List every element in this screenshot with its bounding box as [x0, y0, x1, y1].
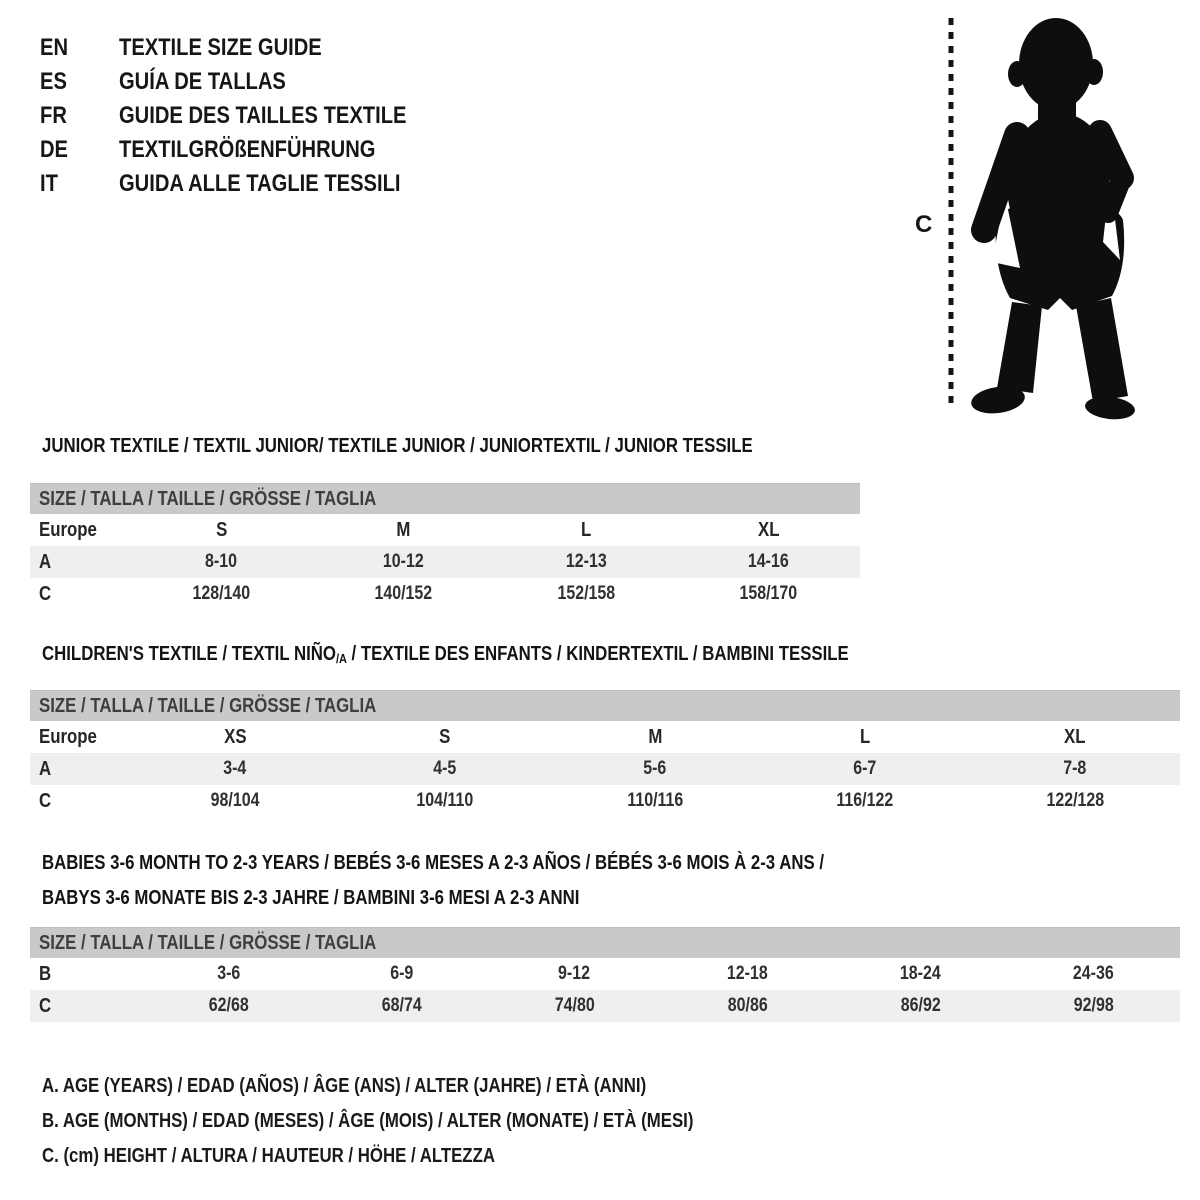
- size-col-text: XS: [223, 725, 247, 748]
- table-cell: [488, 995, 661, 1017]
- cell-value: 14-16: [748, 551, 790, 572]
- row-label-cell: [30, 583, 130, 606]
- cell-value: 98/104: [210, 790, 260, 811]
- size-col-text: L: [859, 725, 871, 748]
- language-title: [119, 68, 318, 96]
- table-cell: [313, 583, 496, 605]
- language-title: [119, 170, 454, 198]
- row-label-cell: [30, 995, 142, 1018]
- size-header-text: SIZE / TALLA / TAILLE / GRÖSSE / TAGLIA: [39, 694, 377, 717]
- table-cell: [661, 995, 834, 1017]
- language-code-text: IT: [40, 170, 58, 197]
- table-cell: [834, 995, 1007, 1017]
- legend-line-age-years: [42, 1069, 818, 1104]
- size-col: [550, 726, 760, 749]
- table-cell: [130, 758, 340, 780]
- row-label: A: [39, 550, 52, 573]
- table-cell: [488, 963, 661, 985]
- table-cell: [678, 551, 861, 573]
- cell-value: 116/122: [836, 790, 894, 811]
- cell-value: 6-7: [853, 758, 877, 779]
- cell-value: 3-6: [216, 963, 241, 984]
- title-text-part: / TEXTILE DES ENFANTS / KINDERTEXTIL / BAMBINI TESSILE: [346, 643, 849, 665]
- language-code: [40, 68, 119, 96]
- children-section-title-text: [42, 642, 849, 668]
- junior-section-title-text: JUNIOR TEXTILE / TEXTIL JUNIOR/ TEXTILE JUNIOR / JUNIORTEXTIL / JUNIOR TESSILE: [42, 435, 753, 457]
- table-cell: [495, 583, 678, 605]
- size-col: [130, 726, 340, 749]
- size-col: [678, 519, 861, 542]
- toddler-silhouette-icon: [905, 10, 1155, 422]
- legend-text: B. AGE (MONTHS) / EDAD (MESES) / ÂGE (MOIS) / ALTER (MONATE) / ETÀ (MESI): [42, 1110, 694, 1132]
- cell-value: 4-5: [433, 758, 457, 779]
- language-title-text: GUIDA ALLE TAGLIE TESSILI: [119, 170, 401, 197]
- table-cell: [661, 963, 834, 985]
- age-months-row: [30, 958, 1180, 990]
- size-col: [313, 519, 496, 542]
- size-col: [340, 726, 550, 749]
- babies-size-table: [30, 927, 1180, 1022]
- size-header-bar: [30, 483, 860, 514]
- language-code-text: DE: [40, 136, 69, 163]
- size-header-bar: [30, 690, 1180, 721]
- table-cell: [1007, 963, 1180, 985]
- legend-line-age-months: [42, 1104, 818, 1139]
- cell-value: 24-36: [1073, 963, 1114, 984]
- language-title-text: GUIDE DES TAILLES TEXTILE: [119, 102, 407, 129]
- size-col: [970, 726, 1180, 749]
- size-col-text: L: [581, 518, 592, 541]
- table-cell: [315, 963, 488, 985]
- children-size-table: [30, 690, 1180, 817]
- cell-value: 158/170: [739, 583, 798, 604]
- cell-value: 152/158: [557, 583, 616, 604]
- cell-value: 12-18: [727, 963, 768, 984]
- cell-value: 110/116: [627, 790, 683, 811]
- region-label: Europe: [39, 518, 97, 541]
- size-columns-row: [30, 514, 860, 546]
- height-cm-row: [30, 578, 860, 610]
- row-label-cell: [30, 758, 130, 781]
- language-row-de: [40, 133, 461, 167]
- size-col: [130, 519, 313, 542]
- table-cell: [760, 790, 970, 812]
- row-label: B: [39, 962, 52, 985]
- table-cell: [550, 790, 760, 812]
- language-title: [119, 102, 461, 130]
- age-years-row: [30, 546, 860, 578]
- size-col-text: S: [439, 725, 451, 748]
- language-row-en: [40, 31, 461, 65]
- size-col: [760, 726, 970, 749]
- babies-section-title: [42, 846, 973, 916]
- cell-value: 62/68: [208, 995, 249, 1016]
- table-cell: [142, 963, 315, 985]
- height-cm-row: [30, 990, 1180, 1022]
- cell-value: 68/74: [381, 995, 422, 1016]
- table-cell: [1007, 995, 1180, 1017]
- size-header-text: SIZE / TALLA / TAILLE / GRÖSSE / TAGLIA: [39, 487, 377, 510]
- size-col-text: XL: [758, 518, 780, 541]
- babies-title-line1: [42, 846, 973, 881]
- cell-value: 6-9: [389, 963, 414, 984]
- language-title: [119, 136, 424, 164]
- table-cell: [340, 790, 550, 812]
- cell-value: 86/92: [900, 995, 941, 1016]
- table-cell: [550, 758, 760, 780]
- row-label: C: [39, 582, 52, 605]
- size-col-text: M: [647, 725, 662, 748]
- row-label-cell: [30, 551, 130, 574]
- cell-value: 122/128: [1046, 790, 1104, 811]
- legend: [42, 1069, 818, 1174]
- language-title-text: TEXTILE SIZE GUIDE: [119, 34, 322, 61]
- cell-value: 140/152: [374, 583, 433, 604]
- table-cell: [313, 551, 496, 573]
- table-cell: [340, 758, 550, 780]
- height-cm-row: [30, 785, 1180, 817]
- language-code: [40, 170, 119, 198]
- language-code-text: EN: [40, 34, 69, 61]
- region-label-cell: [30, 726, 130, 749]
- cell-value: 10-12: [383, 551, 425, 572]
- language-title-list: [40, 31, 461, 201]
- table-cell: [130, 551, 313, 573]
- cell-value: 128/140: [192, 583, 251, 604]
- table-cell: [315, 995, 488, 1017]
- cell-value: 9-12: [558, 963, 591, 984]
- size-columns-row: [30, 721, 1180, 753]
- cell-value: 18-24: [900, 963, 941, 984]
- row-label-cell: [30, 963, 142, 986]
- row-label: C: [39, 994, 52, 1017]
- language-code: [40, 136, 119, 164]
- cell-value: 7-8: [1063, 758, 1087, 779]
- language-code: [40, 102, 119, 130]
- row-label: C: [39, 789, 52, 812]
- cell-value: 3-4: [223, 758, 247, 779]
- size-header-bar: [30, 927, 1180, 958]
- language-row-fr: [40, 99, 461, 133]
- language-row-es: [40, 65, 461, 99]
- region-label: Europe: [39, 725, 97, 748]
- cell-value: 8-10: [205, 551, 238, 572]
- region-label-cell: [30, 519, 130, 542]
- junior-size-table: [30, 483, 860, 610]
- language-code-text: FR: [40, 102, 67, 129]
- language-code: [40, 34, 119, 62]
- junior-section-title: [42, 434, 888, 458]
- size-col-text: S: [215, 518, 227, 541]
- legend-text: C. (cm) HEIGHT / ALTURA / HAUTEUR / HÖHE / ALTEZZA: [42, 1145, 495, 1167]
- table-cell: [130, 583, 313, 605]
- babies-title-line2-text: BABYS 3-6 MONATE BIS 2-3 JAHRE / BAMBINI 3-6 MESI A 2-3 ANNI: [42, 887, 580, 909]
- language-code-text: ES: [40, 68, 67, 95]
- size-col-text: XL: [1064, 725, 1086, 748]
- size-header-text: SIZE / TALLA / TAILLE / GRÖSSE / TAGLIA: [39, 931, 377, 954]
- title-text-part: CHILDREN'S TEXTILE / TEXTIL NIÑO: [42, 643, 336, 665]
- language-title-text: TEXTILGRÖßENFÜHRUNG: [119, 136, 376, 163]
- language-title-text: GUÍA DE TALLAS: [119, 68, 286, 95]
- babies-title-line1-text: BABIES 3-6 MONTH TO 2-3 YEARS / BEBÉS 3-6 MESES A 2-3 AÑOS / BÉBÉS 3-6 MOIS À 2-3 ANS /: [42, 852, 825, 874]
- table-cell: [760, 758, 970, 780]
- cell-value: 74/80: [554, 995, 595, 1016]
- cell-value: 5-6: [643, 758, 667, 779]
- table-cell: [970, 790, 1180, 812]
- size-col: [495, 519, 678, 542]
- cell-value: 80/86: [727, 995, 768, 1016]
- children-section-title: [42, 642, 1002, 668]
- legend-line-height-cm: [42, 1139, 818, 1174]
- table-cell: [970, 758, 1180, 780]
- height-measure-label: C: [915, 211, 933, 238]
- row-label: A: [39, 757, 52, 780]
- cell-value: 12-13: [565, 551, 607, 572]
- age-years-row: [30, 753, 1180, 785]
- size-col-text: M: [396, 518, 411, 541]
- row-label-cell: [30, 790, 130, 813]
- title-subscript: /A: [335, 651, 347, 666]
- language-row-it: [40, 167, 461, 201]
- babies-title-line2: [42, 881, 973, 916]
- cell-value: 104/110: [416, 790, 474, 811]
- table-cell: [834, 963, 1007, 985]
- legend-text: A. AGE (YEARS) / EDAD (AÑOS) / ÂGE (ANS) / ALTER (JAHRE) / ETÀ (ANNI): [42, 1075, 647, 1097]
- cell-value: 92/98: [1073, 995, 1114, 1016]
- table-cell: [495, 551, 678, 573]
- table-cell: [678, 583, 861, 605]
- table-cell: [130, 790, 340, 812]
- language-title: [119, 34, 360, 62]
- table-cell: [142, 995, 315, 1017]
